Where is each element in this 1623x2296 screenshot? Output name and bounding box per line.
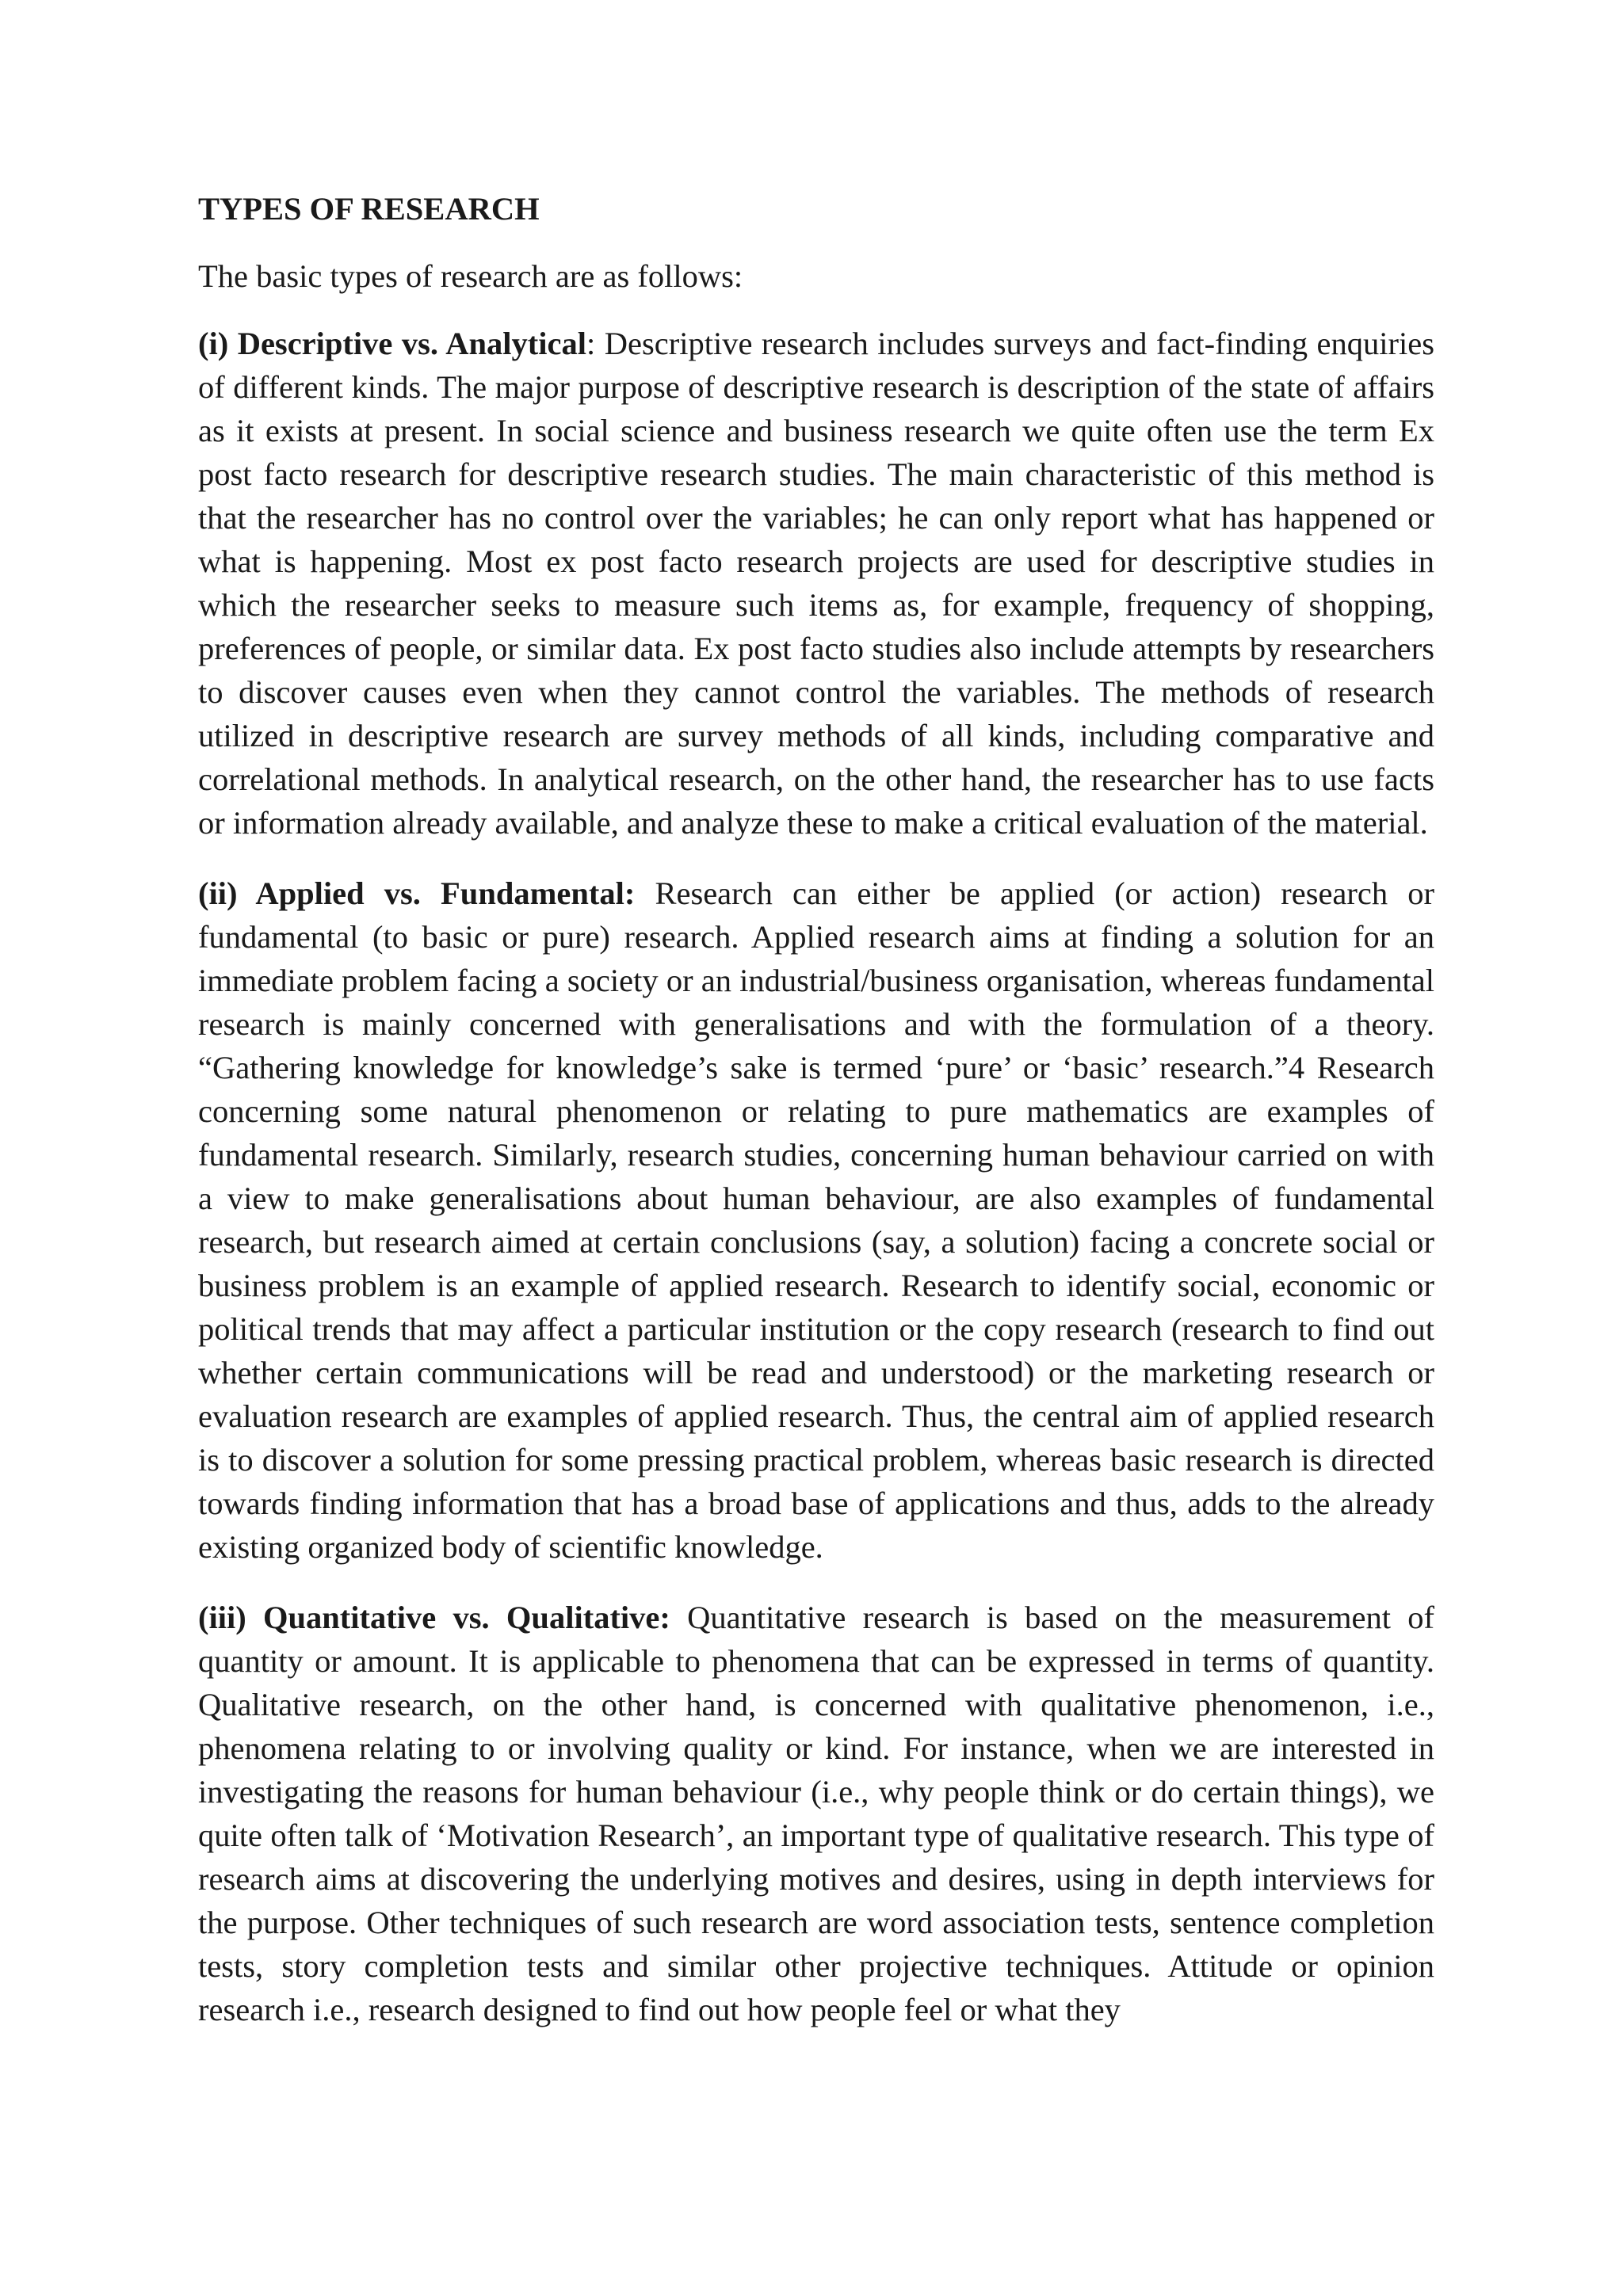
section-separator: :	[586, 326, 596, 361]
section-body: Quantitative research is based on the measurement of quantity or amount. It is applicable to phenomena that can be expressed in terms of quantity. Qualitative research, on the other hand, is concerned with qualitative phenomenon, i.e., phenomena relating to or involving quality or kind. For instance, when we are interested in investigating the reasons for human behaviour (i.e., why people think or do certain things), we quite often talk of ‘Motivation Research’, an important type of qualitative research. This type of research aims at discovering the underlying motives and desires, using in depth interviews for the purpose. Other techniques of such research are word association tests, sentence completion tests, story completion tests and similar other projective techniques. Attitude or opinion research i.e., research designed to find out how people feel or what they	[198, 1600, 1434, 2027]
section-descriptive-analytical	[198, 322, 1434, 845]
section-heading: (ii) Applied vs. Fundamental:	[198, 875, 636, 911]
document-title: TYPES OF RESEARCH	[198, 191, 540, 227]
intro-paragraph: The basic types of research are as follows:	[198, 258, 743, 294]
section-quantitative-qualitative	[198, 1596, 1434, 2031]
section-heading: (i) Descriptive vs. Analytical	[198, 326, 586, 361]
section-heading: (iii) Quantitative vs. Qualitative:	[198, 1600, 670, 1635]
section-body: Research can either be applied (or action) research or fundamental (to basic or pure) research. Applied research aims at finding a solution for an immediate problem facing a society or an industrial/business organisation, whereas fundamental research is mainly concerned with generalisations and with the formulation of a theory. “Gathering knowledge for knowledge’s sake is termed ‘pure’ or ‘basic’ research.”4 Research concerning some natural phenomenon or relating to pure mathematics are examples of fundamental research. Similarly, research studies, concerning human behaviour carried on with a view to make generalisations about human behaviour, are also examples of fundamental research, but research aimed at certain conclusions (say, a solution) facing a concrete social or business problem is an example of applied research. Research to identify social, economic or political trends that may affect a particular institution or the copy research (research to find out whether certain communications will be read and understood) or the marketing research or evaluation research are examples of applied research. Thus, the central aim of applied research is to discover a solution for some pressing practical problem, whereas basic research is directed towards finding information that has a broad base of applications and thus, adds to the already existing organized body of scientific knowledge.	[198, 875, 1434, 1565]
document-page	[198, 187, 1434, 2058]
section-applied-fundamental	[198, 871, 1434, 1569]
section-body: Descriptive research includes surveys and fact-finding enquiries of different kinds. The major purpose of descriptive research is description of the state of affairs as it exists at present. In social science and business research we quite often use the term Ex post facto research for descriptive research studies. The main characteristic of this method is that the researcher has no control over the variables; he can only report what has happened or what is happening. Most ex post facto research projects are used for descriptive studies in which the researcher seeks to measure such items as, for example, frequency of shopping, preferences of people, or similar data. Ex post facto studies also include attempts by researchers to discover causes even when they cannot control the variables. The methods of research utilized in descriptive research are survey methods of all kinds, including comparative and correlational methods. In analytical research, on the other hand, the researcher has to use facts or information already available, and analyze these to make a critical evaluation of the material.	[198, 326, 1435, 841]
